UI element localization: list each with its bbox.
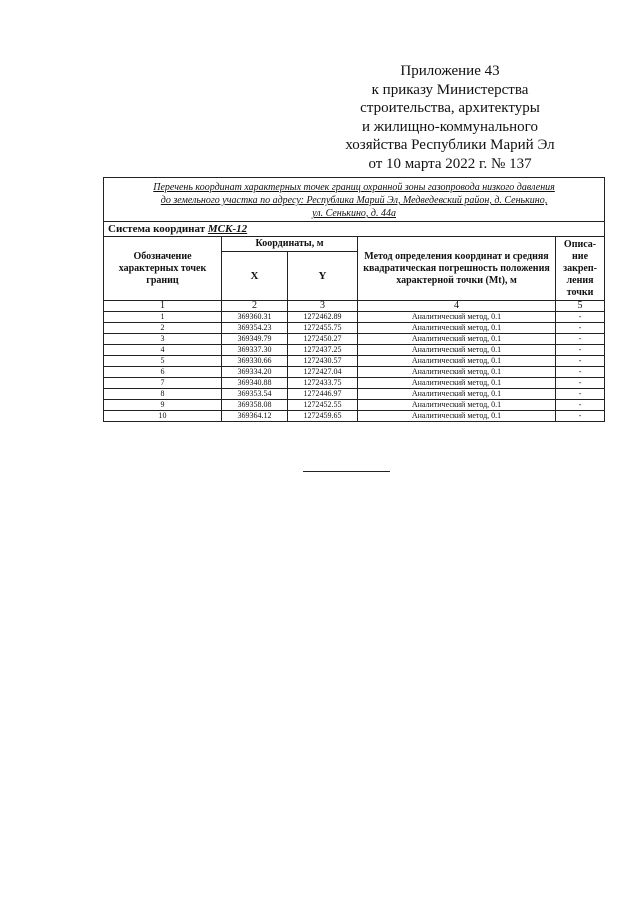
column-number: 3: [288, 301, 358, 312]
point-number: 9: [104, 400, 222, 411]
point-number: 6: [104, 367, 222, 378]
table-row: [104, 367, 605, 378]
description: -: [556, 400, 605, 411]
col-header-x: X: [222, 252, 288, 301]
header-line-order: к приказу Министерства: [371, 81, 529, 98]
method: Аналитический метод, 0.1: [358, 389, 556, 400]
table-title-line-1: Перечень координат характерных точек границ охранной зоны газопровода низкого давления: [153, 182, 555, 193]
y-coordinate: 1272430.57: [288, 356, 358, 367]
col-header-coords: Координаты, м: [222, 237, 358, 252]
x-coordinate: 369354.23: [222, 323, 288, 334]
col-header-description: Описа-ние закреп-ления точки: [556, 237, 605, 301]
coordinate-system-row: [104, 222, 605, 237]
table-row: [104, 345, 605, 356]
y-coordinate: 1272459.65: [288, 411, 358, 422]
coordinate-system-name: МСК-12: [207, 223, 248, 235]
end-separator-line: [303, 471, 390, 472]
x-coordinate: 369330.66: [222, 356, 288, 367]
table-title-line-2: до земельного участка по адресу: Республика Марий Эл, Медведевский район, д. Сенькино,: [160, 195, 548, 206]
y-coordinate: 1272462.89: [288, 312, 358, 323]
header-line-appendix: Приложение 43: [400, 63, 500, 79]
description: -: [556, 411, 605, 422]
header-line-republic: хозяйства Республики Марий Эл: [345, 137, 555, 153]
method: Аналитический метод, 0.1: [358, 411, 556, 422]
table-row: [104, 334, 605, 345]
table-title: [104, 178, 605, 222]
y-coordinate: 1272433.75: [288, 378, 358, 389]
table-row: [104, 411, 605, 422]
header-row-1: [104, 237, 605, 252]
coordinate-system: [104, 222, 605, 237]
table-row: [104, 389, 605, 400]
point-number: 8: [104, 389, 222, 400]
x-coordinate: 369364.12: [222, 411, 288, 422]
point-number: 10: [104, 411, 222, 422]
table-row: [104, 356, 605, 367]
y-coordinate: 1272455.75: [288, 323, 358, 334]
column-number: 4: [358, 301, 556, 312]
description: -: [556, 389, 605, 400]
method: Аналитический метод, 0.1: [358, 323, 556, 334]
description: -: [556, 334, 605, 345]
column-number: 5: [556, 301, 605, 312]
table-row: [104, 323, 605, 334]
col-header-method: Метод определения координат и средняя квадратическая погрешность положения характерной точки (Mt), м: [358, 237, 556, 301]
x-coordinate: 369353.54: [222, 389, 288, 400]
method: Аналитический метод, 0.1: [358, 312, 556, 323]
header-line-ministry: строительства, архитектуры: [360, 100, 540, 116]
y-coordinate: 1272450.27: [288, 334, 358, 345]
x-coordinate: 369337.30: [222, 345, 288, 356]
method: Аналитический метод, 0.1: [358, 334, 556, 345]
table-title-line-3: ул. Сенькино, д. 44а: [312, 208, 396, 219]
description: -: [556, 378, 605, 389]
appendix-header: [330, 62, 570, 173]
y-coordinate: 1272427.04: [288, 367, 358, 378]
description: -: [556, 312, 605, 323]
point-number: 3: [104, 334, 222, 345]
description: -: [556, 345, 605, 356]
point-number: 1: [104, 312, 222, 323]
description: -: [556, 367, 605, 378]
point-number: 5: [104, 356, 222, 367]
point-number: 7: [104, 378, 222, 389]
column-number-row: [104, 301, 605, 312]
method: Аналитический метод, 0.1: [358, 356, 556, 367]
method: Аналитический метод, 0.1: [358, 345, 556, 356]
table-row: [104, 400, 605, 411]
y-coordinate: 1272437.25: [288, 345, 358, 356]
header-line-date: от 10 марта 2022 г. № 137: [368, 155, 532, 172]
col-header-y: Y: [288, 252, 358, 301]
x-coordinate: 369334.20: [222, 367, 288, 378]
method: Аналитический метод, 0.1: [358, 367, 556, 378]
y-coordinate: 1272452.55: [288, 400, 358, 411]
coordinate-system-label: Система координат: [108, 223, 206, 235]
x-coordinate: 369360.31: [222, 312, 288, 323]
table-title-row: [104, 178, 605, 222]
column-number: 2: [222, 301, 288, 312]
table-row: [104, 312, 605, 323]
method: Аналитический метод, 0.1: [358, 378, 556, 389]
x-coordinate: 369340.88: [222, 378, 288, 389]
x-coordinate: 369349.79: [222, 334, 288, 345]
x-coordinate: 369358.08: [222, 400, 288, 411]
coordinates-table: [103, 177, 605, 422]
description: -: [556, 356, 605, 367]
description: -: [556, 323, 605, 334]
method: Аналитический метод, 0.1: [358, 400, 556, 411]
point-number: 4: [104, 345, 222, 356]
column-number: 1: [104, 301, 222, 312]
y-coordinate: 1272446.97: [288, 389, 358, 400]
header-line-housing: и жилищно-коммунального: [362, 118, 538, 135]
table-row: [104, 378, 605, 389]
col-header-point: Обозначение характерных точек границ: [104, 237, 222, 301]
point-number: 2: [104, 323, 222, 334]
